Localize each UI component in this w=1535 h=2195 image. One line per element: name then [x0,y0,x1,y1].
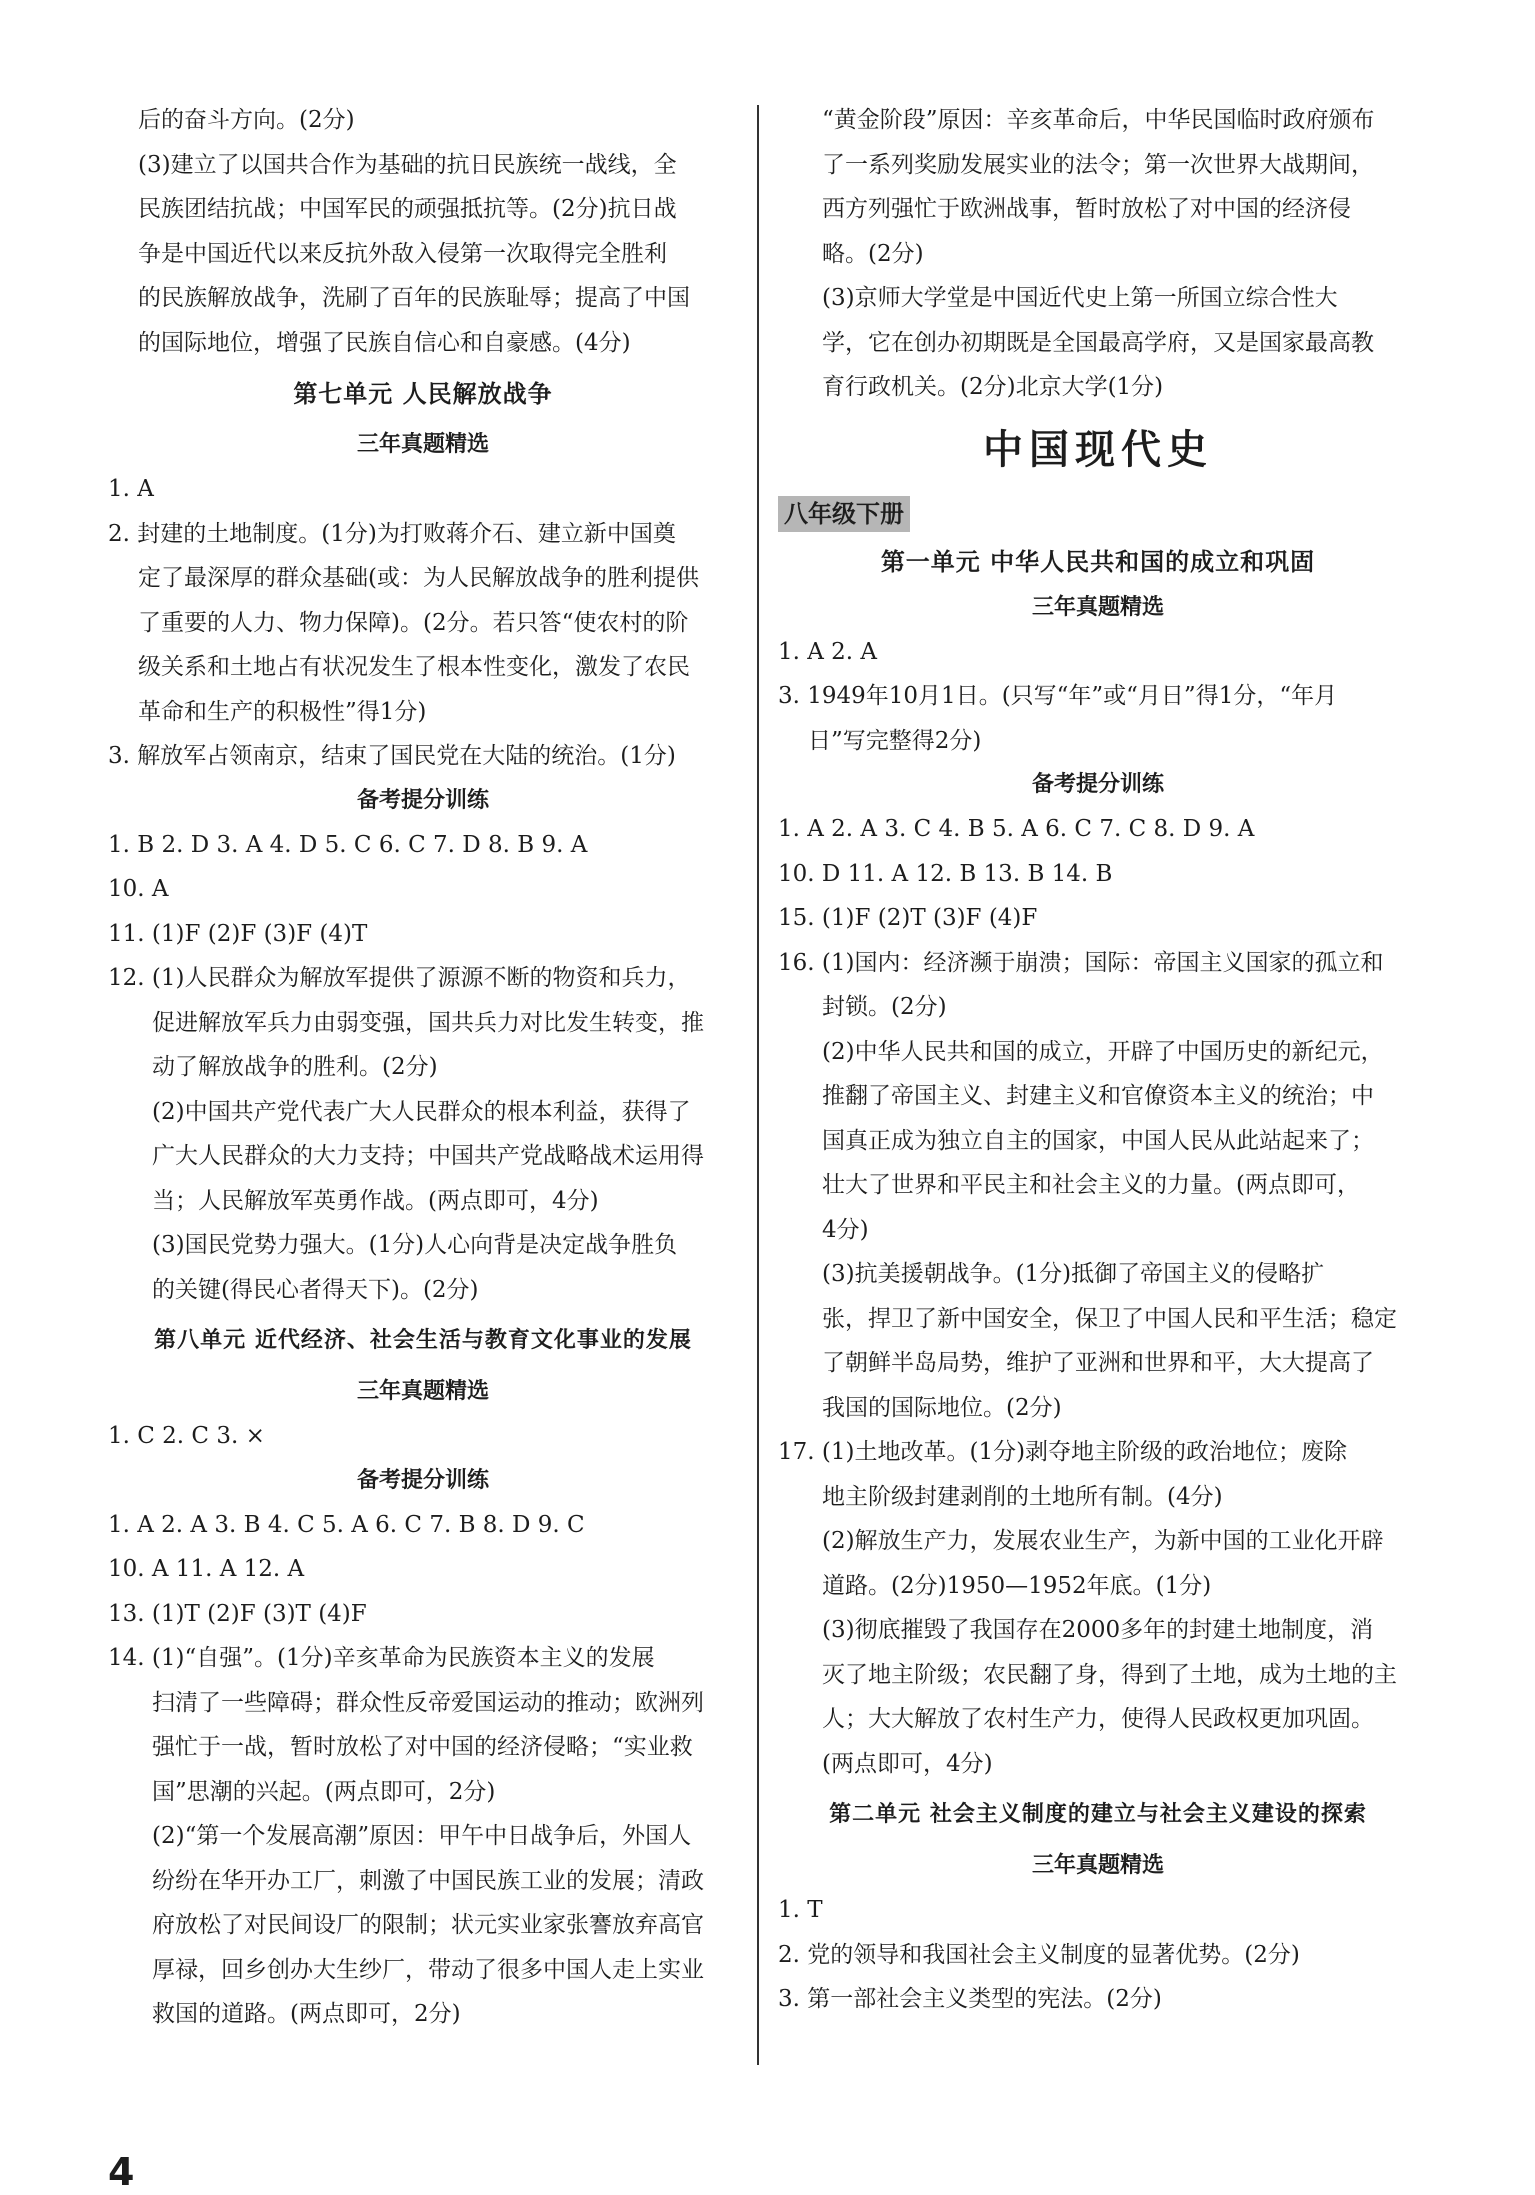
answer-line: 广大人民群众的大力支持；中国共产党战略战术运用得 [152,1143,704,1169]
answer-line: 定了最深厚的群众基础(或：为人民解放战争的胜利提供 [138,565,699,591]
right-column [778,98,1418,2022]
answer-line: 厚禄，回乡创办大生纱厂，带动了很多中国人走上实业 [152,1956,704,1983]
answer-line: (2)中华人民共和国的成立，开辟了中国历史的新纪元， [822,1038,1384,1065]
answer-line: 3. 解放军占领南京，结束了国民党在大陆的统治。(1分) [108,743,676,769]
answer-line: 15. (1)F (2)T (3)F (4)F [778,905,1038,931]
answer-line: 2. 封建的土地制度。(1分)为打败蒋介石、建立新中国奠 [108,520,676,547]
answer-line: 了一系列奖励发展实业的法令；第一次世界大战期间， [822,151,1374,178]
unit-heading: 第二单元 社会主义制度的建立与社会主义建设的探索 [829,1802,1367,1827]
answer-line: 封锁。(2分) [822,994,947,1020]
section-subheading: 三年真题精选 [356,432,489,457]
answer-line: (2)“第一个发展高潮”原因：甲午中日战争后，外国人 [152,1823,692,1849]
answer-line: 1. T [778,1897,823,1923]
answer-line: 我国的国际地位。(2分) [822,1394,1062,1421]
answer-line: 纷纷在华开办工厂，刺激了中国民族工业的发展；清政 [152,1867,704,1894]
answer-line: 13. (1)T (2)F (3)T (4)F [108,1600,367,1627]
unit-heading: 第七单元 人民解放战争 [293,380,553,408]
unit-heading: 第八单元 近代经济、社会生活与教育文化事业的发展 [154,1328,692,1353]
answer-line: 11. (1)F (2)F (3)F (4)T [108,920,368,947]
answer-line: 人；大大解放了农村生产力，使得人民政权更加巩固。 [822,1706,1374,1732]
answer-line: 了重要的人力、物力保障)。(2分。若只答“使农村的阶 [138,609,689,636]
answer-line: 1. B 2. D 3. A 4. D 5. C 6. C 7. D 8. B 9. A [108,831,588,858]
answer-line: 府放松了对民间设厂的限制；状元实业家张謇放弃高官 [152,1912,704,1938]
answer-line: 强忙于一战，暂时放松了对中国的经济侵略；“实业救 [152,1734,693,1760]
answer-line: 民族团结抗战；中国军民的顽强抵抗等。(2分)抗日战 [138,196,677,222]
answer-line: 革命和生产的积极性”得1分) [138,698,427,725]
column-divider [757,105,759,2065]
section-subheading: 三年真题精选 [1031,594,1164,620]
answer-line: 10. A 11. A 12. A [108,1556,305,1582]
answer-line: 3. 1949年10月1日。(只写“年”或“月日”得1分，“年月 [778,683,1338,709]
answer-line: “黄金阶段”原因：辛亥革命后，中华民国临时政府颁布 [822,107,1375,133]
answer-line: 国”思潮的兴起。(两点即可，2分) [152,1778,496,1805]
answer-line: (3)建立了以国共合作为基础的抗日民族统一战线，全 [138,151,677,178]
answer-line: 1. C 2. C 3. × [108,1423,265,1449]
answer-line: 西方列强忙于欧洲战事，暂时放松了对中国的经济侵 [822,196,1351,222]
section-subheading: 备考提分训练 [356,1467,489,1493]
answer-line: 略。(2分) [822,240,924,267]
answer-line: 的民族解放战争，洗刷了百年的民族耻辱；提高了中国 [138,285,690,311]
answer-line: 17. (1)土地改革。(1分)剥夺地主阶级的政治地位；废除 [778,1439,1348,1465]
answer-line: (3)国民党势力强大。(1分)人心向背是决定战争胜负 [152,1232,678,1258]
section-title: 中国现代史 [983,425,1213,473]
answer-line: 4分) [822,1216,869,1243]
answer-line: (3)彻底摧毁了我国存在2000多年的封建土地制度，消 [822,1617,1374,1643]
answer-line: 壮大了世界和平民主和社会主义的力量。(两点即可， [822,1172,1360,1198]
answer-line: 地主阶级封建剥削的土地所有制。(4分) [822,1483,1223,1510]
answer-line: 16. (1)国内：经济濒于崩溃；国际：帝国主义国家的孤立和 [778,949,1384,976]
section-subheading: 备考提分训练 [1031,772,1164,797]
answer-line: 日”写完整得2分) [808,727,982,754]
answer-line: 张，捍卫了新中国安全，保卫了中国人民和平生活；稳定 [822,1305,1397,1332]
answer-line: 14. (1)“自强”。(1分)辛亥革命为民族资本主义的发展 [108,1645,655,1671]
answer-line: 了朝鲜半岛局势，维护了亚洲和世界和平，大大提高了 [822,1350,1374,1376]
answer-line: 12. (1)人民群众为解放军提供了源源不断的物资和兵力， [108,965,691,991]
section-subheading: 三年真题精选 [356,1379,489,1404]
answer-line: 动了解放战争的胜利。(2分) [152,1054,438,1080]
section-subheading: 备考提分训练 [356,787,489,813]
answer-line: 争是中国近代以来反抗外敌入侵第一次取得完全胜利 [138,240,667,267]
answer-line: 后的奋斗方向。(2分) [138,107,355,133]
answer-line: 育行政机关。(2分)北京大学(1分) [822,374,1164,400]
left-column [108,98,738,2037]
answer-line: 2. 党的领导和我国社会主义制度的显著优势。(2分) [778,1941,1300,1968]
answer-line: 道路。(2分)1950—1952年底。(1分) [822,1572,1212,1599]
answer-line: 级关系和土地占有状况发生了根本性变化，激发了农民 [138,654,690,680]
answer-line: (3)抗美援朝战争。(1分)抵御了帝国主义的侵略扩 [822,1261,1325,1287]
answer-line: 1. A 2. A 3. B 4. C 5. A 6. C 7. B 8. D 9. C [108,1511,585,1538]
answer-line: (3)京师大学堂是中国近代史上第一所国立综合性大 [822,285,1338,311]
unit-heading: 第一单元 中华人民共和国的成立和巩固 [880,547,1316,576]
answer-line: 的国际地位，增强了民族自信心和自豪感。(4分) [138,329,631,356]
answer-line: 扫清了一些障碍；群众性反帝爱国运动的推动；欧洲列 [152,1689,704,1716]
answer-line: 促进解放军兵力由弱变强，国共兵力对比发生转变，推 [152,1009,704,1036]
answer-line: 救国的道路。(两点即可，2分) [152,2001,461,2027]
answer-line: 10. D 11. A 12. B 13. B 14. B [778,860,1113,887]
answer-line: 1. A 2. A [778,638,878,665]
answer-line: 10. A [108,876,169,902]
grade-label: 八年级下册 [778,496,910,532]
answer-line: (2)解放生产力，发展农业生产，为新中国的工业化开辟 [822,1528,1384,1554]
answer-line: 1. A 2. A 3. C 4. B 5. A 6. C 7. C 8. D 9. A [778,816,1255,842]
section-subheading: 三年真题精选 [1031,1853,1164,1878]
answer-line: 学，它在创办初期既是全国最高学府，又是国家最高教 [822,329,1374,356]
answer-line: 灭了地主阶级；农民翻了身，得到了土地，成为土地的主 [822,1661,1397,1688]
answer-line: 的关键(得民心者得天下)。(2分) [152,1276,479,1303]
answer-line: 当；人民解放军英勇作战。(两点即可，4分) [152,1187,599,1214]
answer-line: (两点即可，4分) [822,1750,993,1777]
answer-line: 推翻了帝国主义、封建主义和官僚资本主义的统治；中 [822,1083,1374,1109]
answer-line: 国真正成为独立自主的国家，中国人民从此站起来了； [822,1127,1374,1154]
answer-line: (2)中国共产党代表广大人民群众的根本利益，获得了 [152,1098,691,1125]
page-number: 4 [108,2150,135,2194]
answer-line: 1. A [108,476,154,502]
answer-line: 3. 第一部社会主义类型的宪法。(2分) [778,1986,1162,2012]
